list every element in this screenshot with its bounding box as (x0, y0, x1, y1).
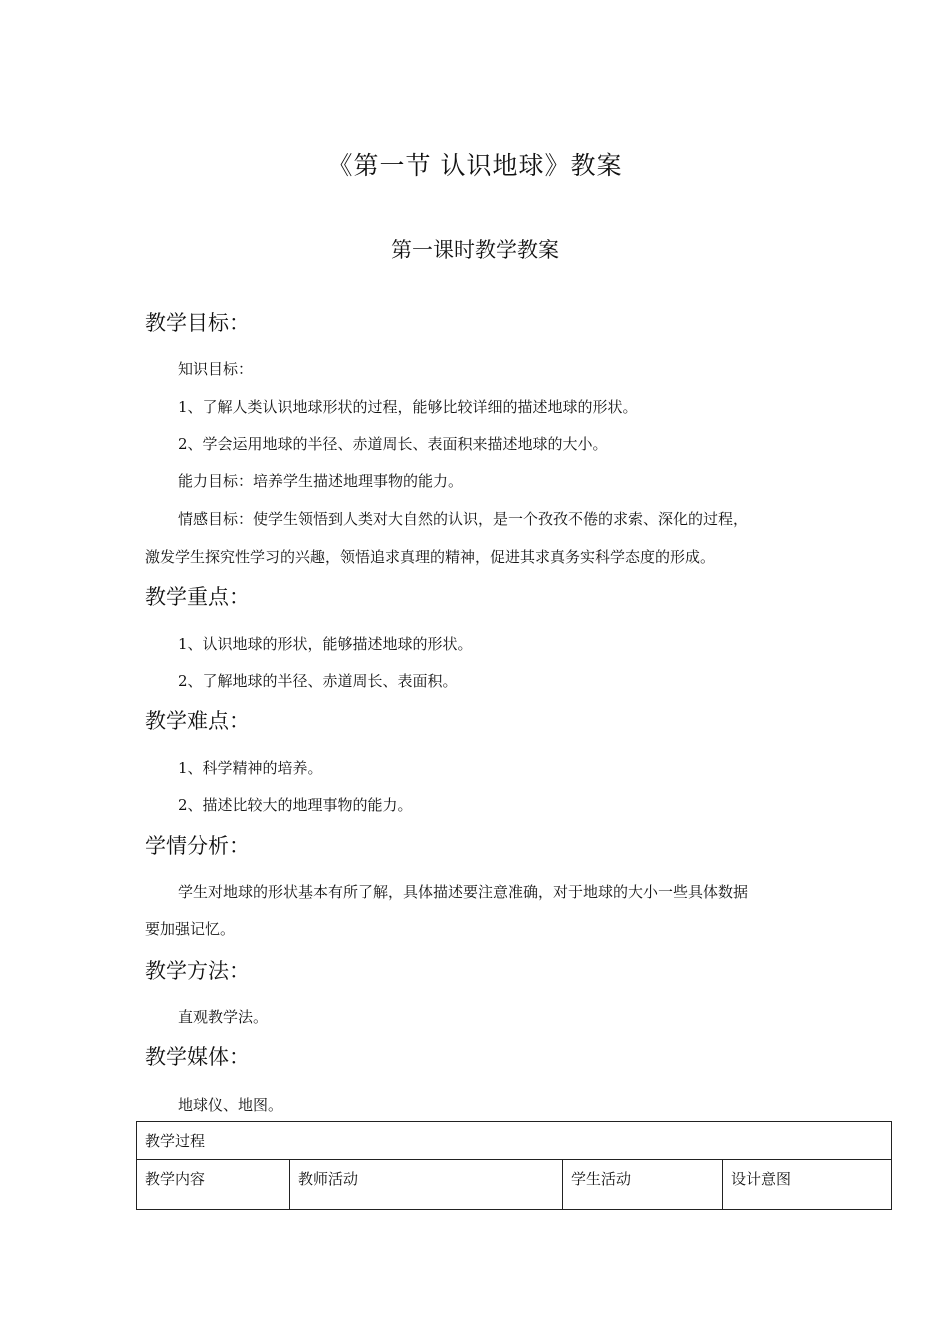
teaching-process-table (136, 1121, 892, 1210)
analysis-line-1: 学生对地球的形状基本有所了解，具体描述要注意准确，对于地球的大小一些具体数据 (178, 883, 749, 901)
difficulty-2: 2、描述比较大的地理事物的能力。 (178, 796, 413, 814)
column-design-intent: 设计意图 (723, 1160, 892, 1210)
table-header-row (137, 1122, 892, 1160)
heading-objectives: 教学目标： (145, 311, 250, 335)
key-point-2: 2、了解地球的半径、赤道周长、表面积。 (178, 672, 458, 690)
column-teaching-content: 教学内容 (137, 1160, 290, 1210)
heading-difficulties: 教学难点： (145, 709, 250, 733)
media-text: 地球仪、地图。 (178, 1096, 284, 1114)
document-title: 《第一节 认识地球》教案 (327, 151, 623, 180)
knowledge-item-2: 2、学会运用地球的半径、赤道周长、表面积来描述地球的大小。 (178, 435, 608, 453)
knowledge-item-1: 1、了解人类认识地球形状的过程，能够比较详细的描述地球的形状。 (178, 398, 638, 416)
table-header-cell: 教学过程 (137, 1122, 892, 1160)
document-subtitle: 第一课时教学教案 (391, 238, 559, 262)
emotion-objective-line-2: 激发学生探究性学习的兴趣，领悟追求真理的精神，促进其求真务实科学态度的形成。 (145, 548, 716, 566)
difficulty-1: 1、科学精神的培养。 (178, 759, 323, 777)
heading-key-points: 教学重点： (145, 585, 250, 609)
emotion-objective-line-1: 情感目标：使学生领悟到人类对大自然的认识，是一个孜孜不倦的求索、深化的过程， (178, 510, 749, 528)
heading-media: 教学媒体： (145, 1045, 250, 1069)
heading-method: 教学方法： (145, 959, 250, 983)
column-teacher-activity: 教师活动 (290, 1160, 563, 1210)
ability-objective: 能力目标：培养学生描述地理事物的能力。 (178, 472, 464, 490)
key-point-1: 1、认识地球的形状，能够描述地球的形状。 (178, 635, 473, 653)
column-student-activity: 学生活动 (563, 1160, 723, 1210)
table-column-row (137, 1160, 892, 1210)
knowledge-label: 知识目标： (178, 360, 254, 378)
heading-analysis: 学情分析： (145, 834, 250, 858)
analysis-line-2: 要加强记忆。 (145, 920, 236, 938)
method-text: 直观教学法。 (178, 1008, 269, 1026)
